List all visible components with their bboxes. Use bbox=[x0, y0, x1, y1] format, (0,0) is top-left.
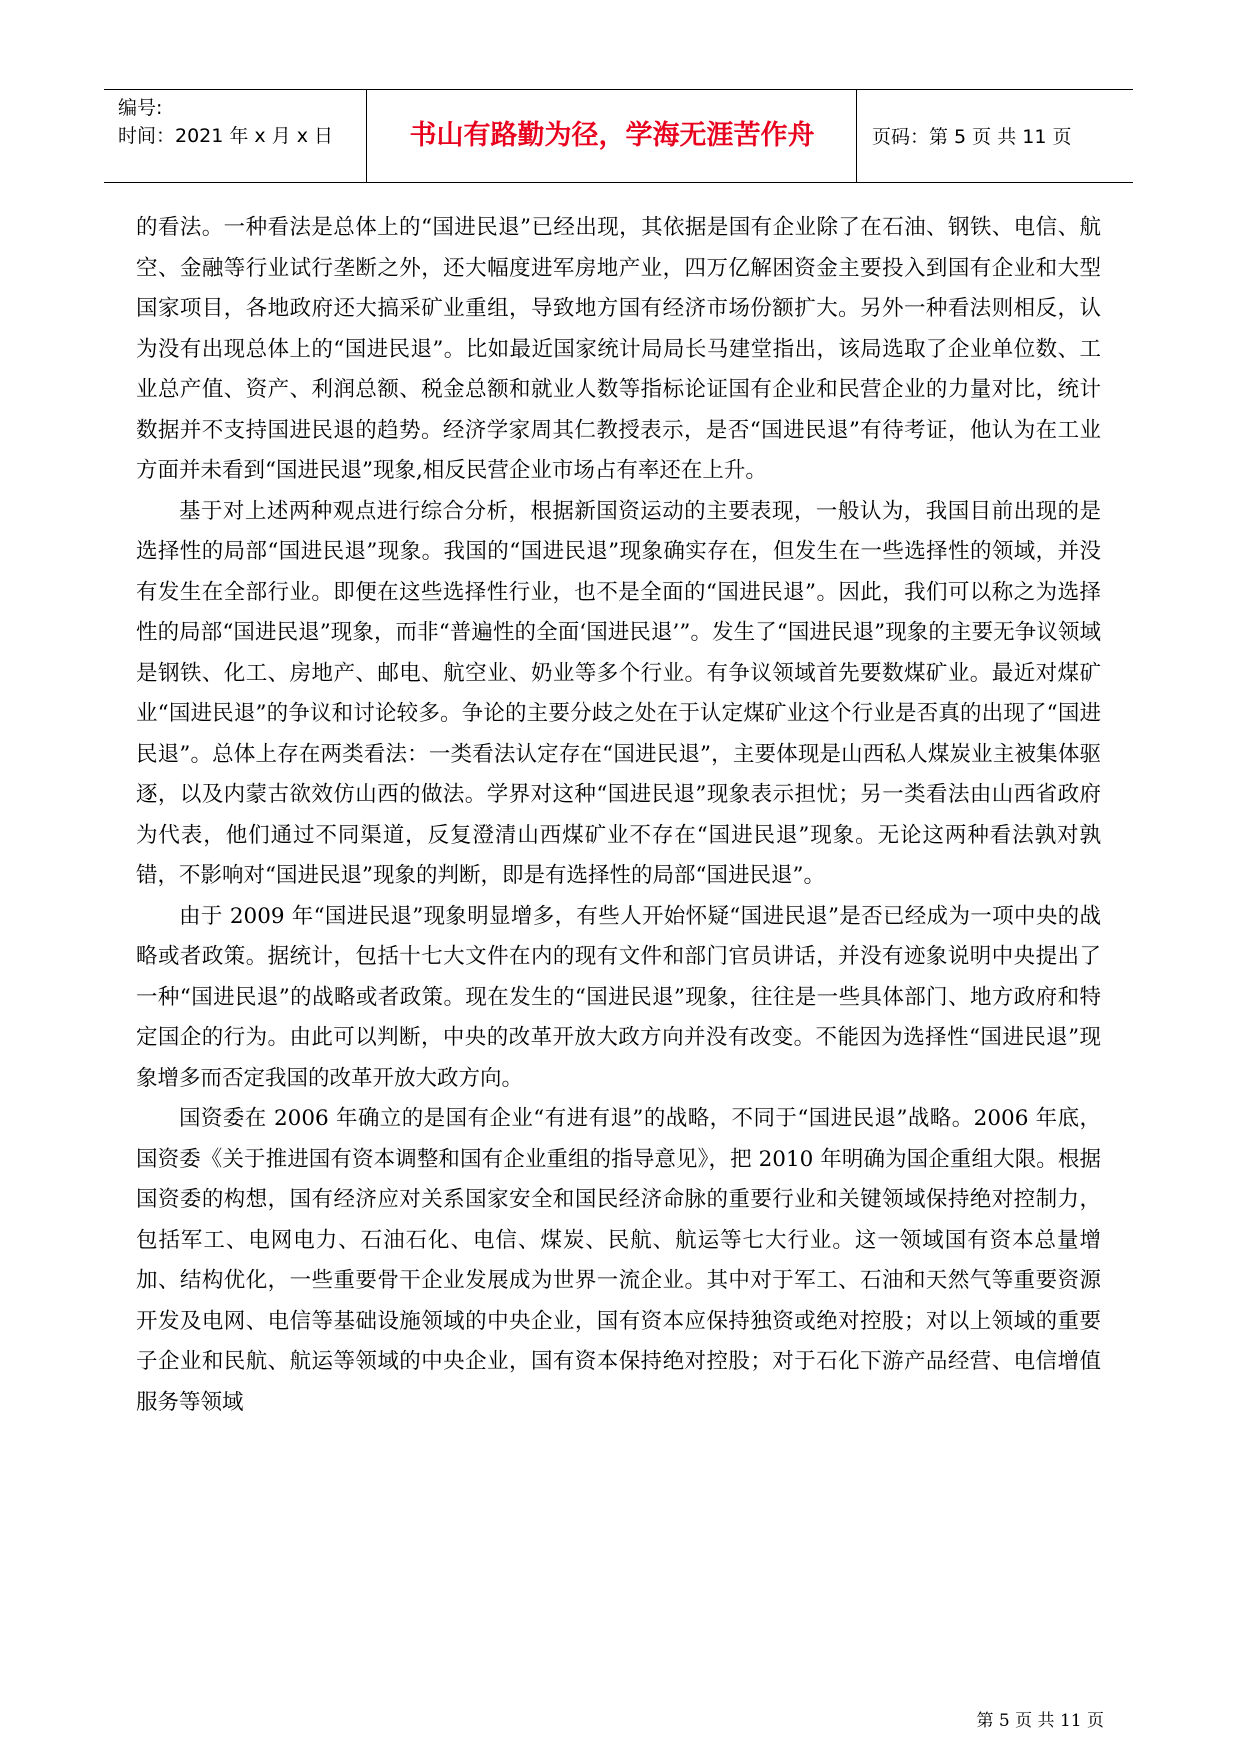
header-divider-left bbox=[366, 90, 367, 182]
paragraph-2: 基于对上述两种观点进行综合分析，根据新国资运动的主要表现，一般认为，我国目前出现的是选择性的局部“国进民退”现象。我国的“国进民退”现象确实存在，但发生在一些选择性的领域，并没有发生在全部行业。即便在这些选择性行业，也不是全面的“国进民退”。因此，我们可以称之为选择性的局部“国进民退”现象，而非“普遍性的全面‘国进民退’”。发生了“国进民退”现象的主要无争议领域是钢铁、化工、房地产、邮电、航空业、奶业等多个行业。有争议领域首先要数煤矿业。最近对煤矿业“国进民退”的争议和讨论较多。争论的主要分歧之处在于认定煤矿业这个行业是否真的出现了“国进民退”。总体上存在两类看法：一类看法认定存在“国进民退”，主要体现是山西私人煤炭业主被集体驱逐，以及内蒙古欲效仿山西的做法。学界对这种“国进民退”现象表示担忧；另一类看法由山西省政府为代表，他们通过不同渠道，反复澄清山西煤矿业不存在“国进民退”现象。无论这两种看法孰对孰错，不影响对“国进民退”现象的判断，即是有选择性的局部“国进民退”。 bbox=[136, 498, 1101, 888]
document-number-label: 编号: bbox=[118, 97, 163, 119]
document-time-label: 时间：2021 年 x 月 x 日 bbox=[118, 125, 334, 147]
header-motto: 书山有路勤为径，学海无涯苦作舟 bbox=[409, 120, 815, 151]
header-divider-right bbox=[856, 90, 857, 182]
paragraph-1: 的看法。一种看法是总体上的“国进民退”已经出现，其依据是国有企业除了在石油、钢铁、电信、航空、金融等行业试行垄断之外，还大幅度进军房地产业，四万亿解困资金主要投入到国有企业和大型国家项目，各地政府还大搞采矿业重组，导致地方国有经济市场份额扩大。另外一种看法则相反，认为没有出现总体上的“国进民退”。比如最近国家统计局局长马建堂指出，该局选取了企业单位数、工业总产值、资产、利润总额、税金总额和就业人数等指标论证国有企业和民营企业的力量对比，统计数据并不支持国进民退的趋势。经济学家周其仁教授表示，是否“国进民退”有待考证，他认为在工业方面并未看到“国进民退”现象,相反民营企业市场占有率还在上升。 bbox=[136, 215, 1101, 483]
document-body bbox=[136, 208, 1101, 1423]
header-page-number: 页码：第 5 页 共 11 页 bbox=[872, 126, 1072, 148]
document-header bbox=[104, 89, 1133, 183]
page-footer: 第 5 页 共 11 页 bbox=[976, 1711, 1104, 1731]
paragraph-3: 由于 2009 年“国进民退”现象明显增多，有些人开始怀疑“国进民退”是否已经成为一项中央的战略或者政策。据统计，包括十七大文件在内的现有文件和部门官员讲话，并没有迹象说明中央提出了一种“国进民退”的战略或者政策。现在发生的“国进民退”现象，往往是一些具体部门、地方政府和特定国企的行为。由此可以判断，中央的改革开放大政方向并没有改变。不能因为选择性“国进民退”现象增多而否定我国的改革开放大政方向。 bbox=[136, 903, 1101, 1091]
paragraph-4: 国资委在 2006 年确立的是国有企业“有进有退”的战略，不同于“国进民退”战略。2006 年底，国资委《关于推进国有资本调整和国有企业重组的指导意见》，把 2010 年明确为国企重组大限。根据国资委的构想，国有经济应对关系国家安全和国民经济命脉的重要行业和关键领域保持绝对控制力，包括军工、电网电力、石油石化、电信、煤炭、民航、航运等七大行业。这一领域国有资本总量增加、结构优化，一些重要骨干企业发展成为世界一流企业。其中对于军工、石油和天然气等重要资源开发及电网、电信等基础设施领域的中央企业，国有资本应保持独资或绝对控股；对以上领域的重要子企业和民航、航运等领域的中央企业，国有资本保持绝对控股；对于石化下游产品经营、电信增值服务等领域 bbox=[136, 1106, 1101, 1415]
